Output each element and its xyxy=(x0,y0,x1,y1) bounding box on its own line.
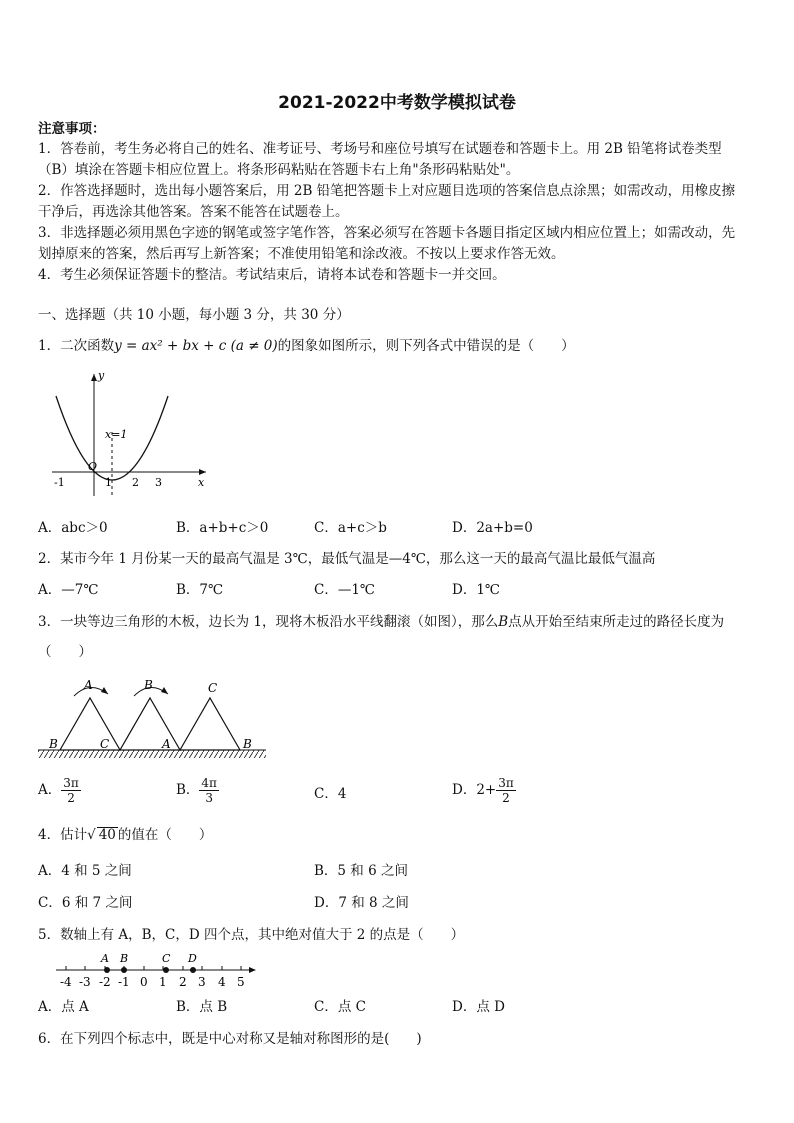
tick-label: 4 xyxy=(218,975,226,989)
q1-parabola-graph xyxy=(48,366,218,500)
q3-option-a xyxy=(38,776,81,805)
q5-option-d: D．点 D xyxy=(452,999,505,1015)
question-5-stem: 5．数轴上有 A，B，C，D 四个点，其中绝对值大于 2 的点是（ ） xyxy=(38,927,465,943)
point-c xyxy=(163,967,169,973)
q4-suffix: 的值在（ ） xyxy=(117,827,213,843)
option-letter: D．2+ xyxy=(452,782,497,798)
triangle-3 xyxy=(180,698,240,750)
fraction-numerator: 4π xyxy=(201,776,217,790)
q3-option-b xyxy=(176,776,219,805)
vertex-label: C xyxy=(100,737,110,751)
tick-label: 5 xyxy=(237,975,245,989)
fraction-denominator: 3 xyxy=(205,791,213,805)
point-label: D xyxy=(188,952,197,965)
q1-prefix: 1．二次函数 xyxy=(38,338,115,354)
point-label: C xyxy=(162,952,171,965)
tick-label: -2 xyxy=(99,975,111,989)
q4-prefix: 4．估计 xyxy=(38,827,88,843)
ground-hatch xyxy=(38,750,266,758)
q1-option-d: D．2a+b=0 xyxy=(452,520,533,536)
q2-option-d: D．1℃ xyxy=(452,582,501,598)
triangle-2 xyxy=(120,698,180,750)
y-axis-arrow xyxy=(91,374,97,381)
fraction xyxy=(199,776,219,805)
option-letter: A． xyxy=(38,782,62,798)
fraction-numerator: 3π xyxy=(498,776,514,790)
notice-line: 干净后，再选涂其他答案。答案不能答在试题卷上。 xyxy=(38,204,349,220)
tick-label: 3 xyxy=(198,975,206,989)
q1-suffix: 的图象如图所示，则下列各式中错误的是（ ） xyxy=(277,338,575,354)
q2-option-b: B．7℃ xyxy=(176,582,224,598)
sqrt-symbol: √ xyxy=(87,827,96,843)
q3-point-b: B xyxy=(498,614,509,630)
question-1-stem xyxy=(38,336,575,357)
tick-label: -3 xyxy=(79,975,91,989)
q3-rolling-triangle-figure xyxy=(38,672,268,768)
vertex-label: B xyxy=(49,737,58,751)
tick-label: 2 xyxy=(179,975,187,989)
fraction-numerator: 3π xyxy=(63,776,79,790)
tick-label: 1 xyxy=(105,476,112,489)
tick-label: -4 xyxy=(60,975,72,989)
q1-option-b: B．a+b+c＞0 xyxy=(176,520,269,536)
vertex-label: A xyxy=(84,678,93,692)
symmetry-axis-label: x=1 xyxy=(105,428,128,441)
tick-label: 3 xyxy=(155,476,162,489)
notice-line: 2．作答选择题时，选出每小题答案后，用 2B 铅笔把答题卡上对应题目选项的答案信息点涂黑；如需改动，用橡皮擦 xyxy=(38,183,736,199)
notice-line: 划掉原来的答案，然后再写上新答案；不准使用铅笔和涂改液。不按以上要求作答无效。 xyxy=(38,246,565,262)
origin-label: O xyxy=(88,460,98,473)
q3-option-d xyxy=(452,776,516,805)
number-line-arrow xyxy=(249,967,256,973)
notice-line: 4．考生必须保证答题卡的整洁。考试结束后，请将本试卷和答题卡一并交回。 xyxy=(38,267,506,283)
tick-label: 1 xyxy=(159,975,167,989)
fraction-denominator: 2 xyxy=(67,791,75,805)
q1-option-a: A．abc＞0 xyxy=(38,520,108,536)
point-a xyxy=(104,967,110,973)
vertex-label: B xyxy=(243,737,252,751)
q4-option-a: A．4 和 5 之间 xyxy=(38,863,132,879)
q5-option-c: C．点 C xyxy=(314,999,366,1015)
q5-option-a: A．点 A xyxy=(38,999,89,1015)
q3-stem-part: 点从开始至结束所走过的路径长度为 xyxy=(508,614,725,630)
q2-option-c: C．—1℃ xyxy=(314,582,376,598)
roll-arrow-2 xyxy=(161,687,168,694)
vertex-label: A xyxy=(162,737,171,751)
fraction xyxy=(496,776,516,805)
tick-label: -1 xyxy=(54,476,65,489)
q5-number-line xyxy=(52,950,260,990)
vertex-label: C xyxy=(208,681,218,695)
question-2-stem: 2．某市今年 1 月份某一天的最高气温是 3℃，最低气温是—4℃，那么这一天的最高气温比最低气温高 xyxy=(38,551,656,567)
q2-option-a: A．—7℃ xyxy=(38,582,99,598)
page-title: 2021-2022中考数学模拟试卷 xyxy=(278,93,516,113)
option-letter: B． xyxy=(176,782,200,798)
roll-arrow-1 xyxy=(101,687,108,694)
q5-option-b: B．点 B xyxy=(176,999,228,1015)
q3-option-c: C．4 xyxy=(314,786,347,802)
q3-stem-part: 3．一块等边三角形的木板，边长为 1，现将木板沿水平线翻滚（如图），那么 xyxy=(38,614,499,630)
triangle-1 xyxy=(60,698,120,750)
point-b xyxy=(121,967,127,973)
q4-radicand: 40 xyxy=(98,827,116,843)
notice-line: 1．答卷前，考生务必将自己的姓名、准考证号、考场号和座位号填写在试题卷和答题卡上。用 2B 铅笔将试卷类型 xyxy=(38,141,722,157)
point-label: B xyxy=(120,952,129,965)
ticks xyxy=(66,966,241,970)
question-6-stem: 6．在下列四个标志中，既是中心对称又是轴对称图形的是( ) xyxy=(38,1031,422,1047)
q4-option-c: C．6 和 7 之间 xyxy=(38,895,133,911)
fraction xyxy=(61,776,81,805)
tick-label: 0 xyxy=(140,975,148,989)
point-d xyxy=(190,967,196,973)
y-axis-label: y xyxy=(98,369,105,382)
notice-line: 3．非选择题必须用黑色字迹的钢笔或签字笔作答，答案必须写在答题卡各题目指定区域内相应位置上；如需改动，先 xyxy=(38,225,736,241)
q1-formula: y = ax² + bx + c (a ≠ 0) xyxy=(114,338,278,354)
section-heading: 一、选择题（共 10 小题，每小题 3 分，共 30 分） xyxy=(38,307,350,323)
x-axis-arrow xyxy=(199,469,206,475)
q1-option-c: C．a+c＞b xyxy=(314,520,387,536)
q4-option-d: D．7 和 8 之间 xyxy=(314,895,409,911)
point-label: A xyxy=(101,952,109,965)
notice-line: （B）填涂在答题卡相应位置上。将条形码粘贴在答题卡右上角"条形码粘贴处"。 xyxy=(38,162,520,178)
tick-label: -1 xyxy=(118,975,130,989)
q3-answer-paren: （ ） xyxy=(38,644,92,660)
vertex-label: B xyxy=(144,678,153,692)
q4-option-b: B．5 和 6 之间 xyxy=(314,863,408,879)
tick-label: 2 xyxy=(132,476,139,489)
question-4-stem xyxy=(38,825,212,846)
fraction-denominator: 2 xyxy=(502,791,510,805)
question-3-stem xyxy=(38,612,724,633)
notice-heading: 注意事项： xyxy=(38,121,106,137)
x-axis-label: x xyxy=(198,476,205,489)
